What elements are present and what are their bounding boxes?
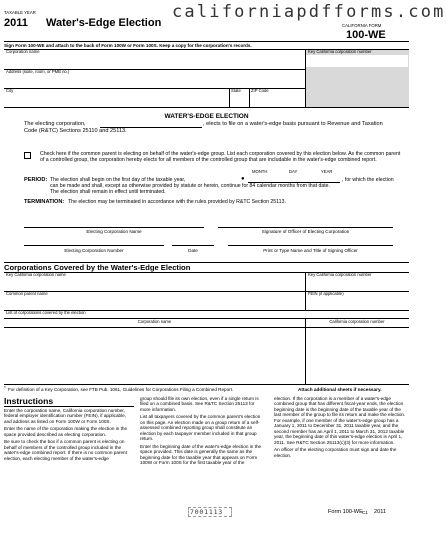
corp-name-field[interactable]	[5, 55, 303, 67]
col-corp-number-label: California corporation number	[329, 319, 385, 324]
sign-instructions: Sign Form 100-WE and attach to the back of Form 100W or Form 100S. Keep a copy for the corporation's records.	[4, 43, 252, 48]
electing-corp-number-label: Electing Corporation Number	[64, 248, 124, 253]
form-number: 100-WE	[346, 29, 386, 41]
covered-heading: Corporations Covered by the Water's-Edge Election	[4, 263, 191, 272]
instructions-para: List all taxpayers covered by the common parent's election on this page. An election made on a group return of a self-assessed combined reporting group shall constitute an election by each taxpayer member included in that group return.	[140, 414, 261, 442]
instructions-para: group should file its own election, even if a single return is filed on a combined basis. See R&TC Section 25113 for more information.	[140, 396, 259, 412]
year-label: YEAR	[321, 169, 333, 174]
covered-corp-numbers-field[interactable]	[306, 328, 408, 383]
print-name-label: Print or Type Name and Title of Signing Officer	[263, 248, 358, 253]
footnote-asterisk: *	[4, 386, 6, 391]
taxable-year-label: TAXABLE YEAR	[4, 10, 36, 15]
common-parent-checkbox[interactable]	[24, 152, 31, 159]
key-corp-number-label: Key California corporation number	[308, 49, 372, 54]
address-label: Address (suite, room, or PMB no.)	[6, 69, 70, 74]
instructions-para: Enter the name of the corporation making the election in the space provided described as electing corporation.	[4, 426, 128, 437]
bullet-icon: ●	[241, 176, 245, 182]
period-label: PERIOD:	[24, 177, 48, 183]
state-label: State	[231, 88, 241, 93]
corp-name-label: Corporation name	[6, 49, 40, 54]
period-text2: can be made and shall, except as otherwise provided by statute or herein, continue for 84 calendar months from that date.	[50, 183, 331, 189]
month-label: MONTH	[252, 169, 268, 174]
intro-text-a: The electing corporation,	[24, 121, 86, 127]
instructions-para: Enter the corporation name, California corporation number, federal employer identification number (FEIN), if applicable, and address as listed on Form 100W or Form 100S.	[4, 408, 127, 424]
city-label: City	[6, 88, 14, 93]
covered-corp-names-field[interactable]	[5, 328, 303, 383]
electing-corp-name-field[interactable]	[24, 219, 204, 227]
covered-key-corp-number-field[interactable]	[306, 278, 408, 288]
watermark-text: californiapdfforms.com	[172, 2, 446, 22]
attach-note: Attach additional sheets if necessary.	[298, 387, 382, 392]
covered-key-corp-number-label: Key California corporation number	[308, 272, 372, 277]
instructions-heading: Instructions	[4, 396, 54, 406]
period-text1: The election shall begin on the first day of the taxable year,	[50, 177, 186, 183]
electing-corp-number-field[interactable]	[24, 237, 164, 245]
instructions-col1	[4, 408, 132, 463]
common-parent-field[interactable]	[5, 297, 303, 308]
election-heading: WATER'S-EDGE ELECTION	[164, 113, 249, 120]
intro-text-c: Code (R&TC) Sections 25110 and 25113.	[24, 128, 127, 134]
fein-label: FEIN (if applicable)	[308, 291, 344, 296]
address-field[interactable]	[5, 75, 303, 87]
instructions-para: Be sure to check the box if a common parent is electing on behalf of members of the controlled group included in the water's-edge combined report. If there is no common parent election, each electing member of the water's-edge	[4, 439, 127, 461]
key-corp-name-label: Key California corporation name	[6, 272, 66, 277]
list-label: List of corporations covered by the election	[6, 310, 86, 315]
city-field[interactable]	[5, 94, 227, 106]
instructions-col3	[274, 396, 408, 460]
officer-signature-label: Signature of Officer of Electing Corporation	[261, 229, 350, 234]
period-text3: The election shall remain in effect until terminated.	[50, 189, 166, 195]
fein-field[interactable]	[306, 297, 408, 308]
common-parent-label: Common parent name	[6, 291, 48, 296]
tax-year: 2011	[4, 17, 28, 29]
form-code: 7001113	[190, 508, 223, 516]
form-title: Water's-Edge Election	[46, 17, 162, 29]
instructions-para: election. If the corporation is a member of a water's-edge combined group that has different fiscal-year ends, the election beginning date is the beginning date of the taxable year of the last member of the group to file its return and make the election. For example, if one member of the water's-edge group has a January 1, 2011 to December 31, 2011 taxable year, and the second member has an April 1, 2011 to March 31, 2012 taxable year, the beginning date of this water's-edge election is April 1, 2011. See R&TC Section 25113(c)(3) for more information.	[274, 396, 406, 445]
col-corp-name-label: Corporation name	[137, 319, 172, 324]
key-corp-number-field[interactable]	[306, 55, 408, 67]
instructions-para: Enter the beginning date of the water's-edge election in the space provided. This date is generally the same as the beginning date for the taxable year that appears on Form 100W or Form 100S for the first taxable year of the	[140, 443, 262, 466]
form-label: CALIFORNIA FORM	[342, 23, 382, 28]
electing-corp-name-label: Electing Corporation Name	[86, 229, 142, 234]
day-label: DAY	[289, 169, 298, 174]
footer-form-ref: Form 100-WE	[328, 509, 363, 515]
intro-text-b: , elects to file on a water's-edge basis pursuant to Revenue and Taxation	[203, 121, 383, 127]
zip-label: ZIP Code	[251, 88, 269, 93]
footer-year: 2011	[374, 509, 387, 515]
period-text1b: , for which the election	[342, 177, 394, 183]
instructions-col2	[140, 396, 265, 468]
zip-field[interactable]	[250, 94, 304, 106]
date-field[interactable]	[172, 237, 214, 245]
key-corp-name-field[interactable]	[5, 278, 303, 288]
officer-signature-field[interactable]	[218, 219, 393, 227]
state-field[interactable]	[230, 94, 248, 106]
date-label: Date	[188, 248, 198, 253]
instructions-para: An officer of the electing corporation must sign and date the election.	[274, 447, 397, 458]
checkbox-text: Check here if the common parent is electing on behalf of the water's-edge group. List each corporation covered by this election below. As the common parent of a controlled group, the corporation hereby elects for all members of the controlled group that are includable in the water's-edge combined report.	[40, 151, 401, 164]
footnote-text: For definition of a Key Corporation, see FTB Pub. 1061, Guidelines for Corporations Filing a Combined Report.	[8, 387, 234, 392]
print-name-field[interactable]	[228, 237, 393, 245]
termination-label: TERMINATION:	[24, 199, 65, 205]
footer-form-c1: C1	[362, 510, 368, 515]
header-rule	[4, 41, 409, 42]
termination-text: The election may be terminated in accordance with the rules provided by R&TC Section 25113.	[68, 199, 286, 205]
